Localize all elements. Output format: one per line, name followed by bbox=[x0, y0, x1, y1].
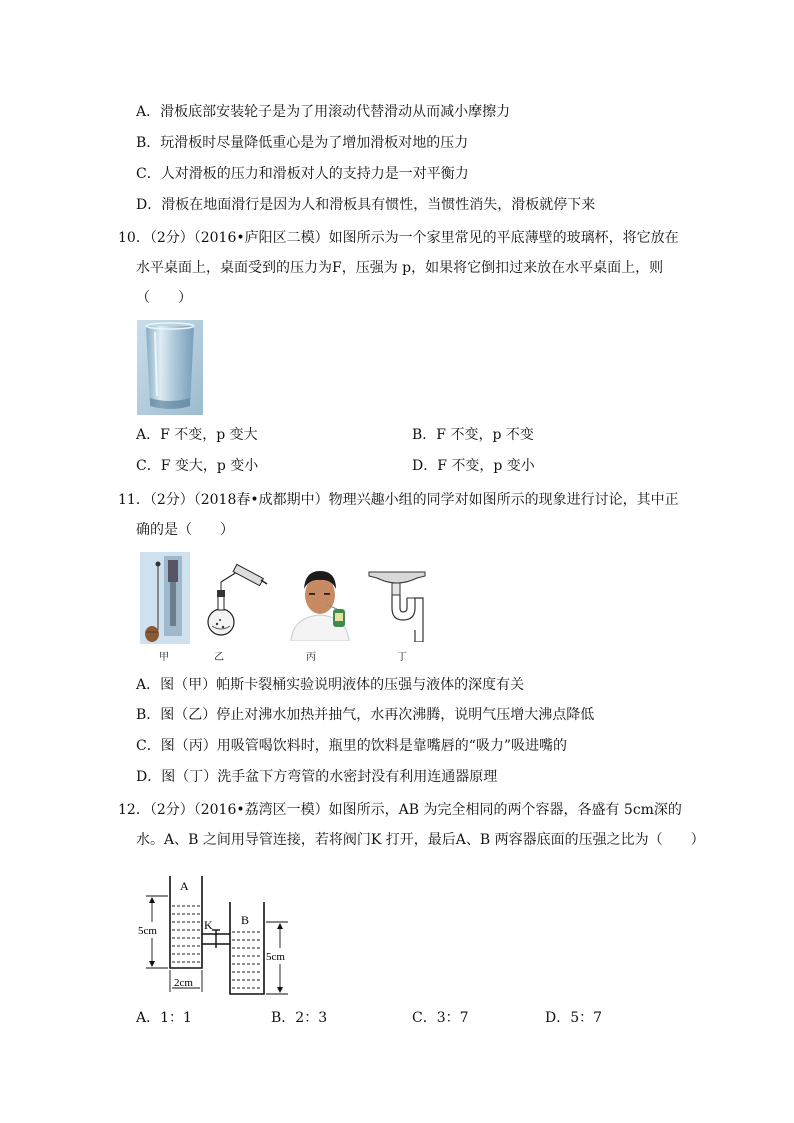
q11-option-d: D．图（丁）洗手盆下方弯管的水密封没有利用连通器原理 bbox=[136, 769, 498, 785]
connected-containers-diagram bbox=[138, 866, 298, 998]
sink-trap-image bbox=[367, 568, 429, 642]
q10-option-a: A．F 不变，p 变大 bbox=[136, 427, 258, 443]
q9-option-b: B．玩滑板时尽量降低重心是为了增加滑板对地的压力 bbox=[136, 135, 469, 151]
pascal-barrel-image bbox=[140, 552, 190, 644]
flask-syringe-image bbox=[203, 560, 269, 642]
q11-stem-line1: 11．（2分）（2018春•成都期中）物理兴趣小组的同学对如图所示的现象进行讨论，其中正 bbox=[118, 492, 679, 508]
q12-stem-line2: 水。A、B 之间用导管连接，若将阀门K 打开，最后A、B 两容器底面的压强之比为（ ） bbox=[136, 832, 705, 848]
glass-cup-image bbox=[137, 320, 203, 415]
q12-option-b: B．2：3 bbox=[271, 1010, 328, 1026]
q10-stem-line1: 10．（2分）（2016•庐阳区二模）如图所示为一个家里常见的平底薄壁的玻璃杯，将它放在 bbox=[118, 230, 679, 246]
dim-bottom-label: 2cm bbox=[174, 977, 193, 989]
label-b: B bbox=[241, 913, 250, 927]
q12-option-c: C．3：7 bbox=[412, 1010, 469, 1026]
q11-option-a: A．图（甲）帕斯卡裂桶实验说明液体的压强与液体的深度有关 bbox=[136, 677, 525, 693]
q10-stem-line3: （ ） bbox=[136, 290, 192, 306]
boy-drinking-image bbox=[285, 565, 355, 641]
q9-option-a: A．滑板底部安装轮子是为了用滚动代替滑动从而减小摩擦力 bbox=[136, 104, 511, 120]
caption-jia: 甲 bbox=[159, 652, 169, 663]
q11-option-b: B．图（乙）停止对沸水加热并抽气，水再次沸腾，说明气压增大沸点降低 bbox=[136, 707, 595, 723]
q10-option-c: C．F 变大，p 变小 bbox=[136, 458, 259, 474]
q12-stem-line1: 12．（2分）（2016•荔湾区一模）如图所示，AB 为完全相同的两个容器，各盛有 5cm深的 bbox=[118, 802, 682, 818]
q10-stem-line2: 水平桌面上，桌面受到的压力为F，压强为 p，如果将它倒扣过来放在水平桌面上，则 bbox=[136, 260, 664, 276]
caption-ding: 丁 bbox=[397, 652, 407, 663]
q12-option-a: A．1：1 bbox=[136, 1010, 192, 1026]
label-k: K bbox=[204, 918, 213, 932]
dim-left-label: 5cm bbox=[138, 925, 157, 937]
q10-option-b: B．F 不变，p 不变 bbox=[412, 427, 534, 443]
dim-right-label: 5cm bbox=[266, 951, 285, 963]
q11-stem-line2: 确的是（ ） bbox=[136, 522, 234, 538]
q10-option-d: D．F 不变，p 变小 bbox=[412, 458, 535, 474]
q12-option-d: D．5：7 bbox=[545, 1010, 603, 1026]
q11-option-c: C．图（丙）用吸管喝饮料时，瓶里的饮料是靠嘴唇的“吸力”吸进嘴的 bbox=[136, 738, 568, 754]
caption-bing: 丙 bbox=[306, 652, 316, 663]
label-a: A bbox=[180, 879, 189, 893]
caption-yi: 乙 bbox=[214, 652, 224, 663]
q9-option-c: C．人对滑板的压力和滑板对人的支持力是一对平衡力 bbox=[136, 166, 469, 182]
q9-option-d: D．滑板在地面滑行是因为人和滑板具有惯性，当惯性消失，滑板就停下来 bbox=[136, 197, 596, 213]
